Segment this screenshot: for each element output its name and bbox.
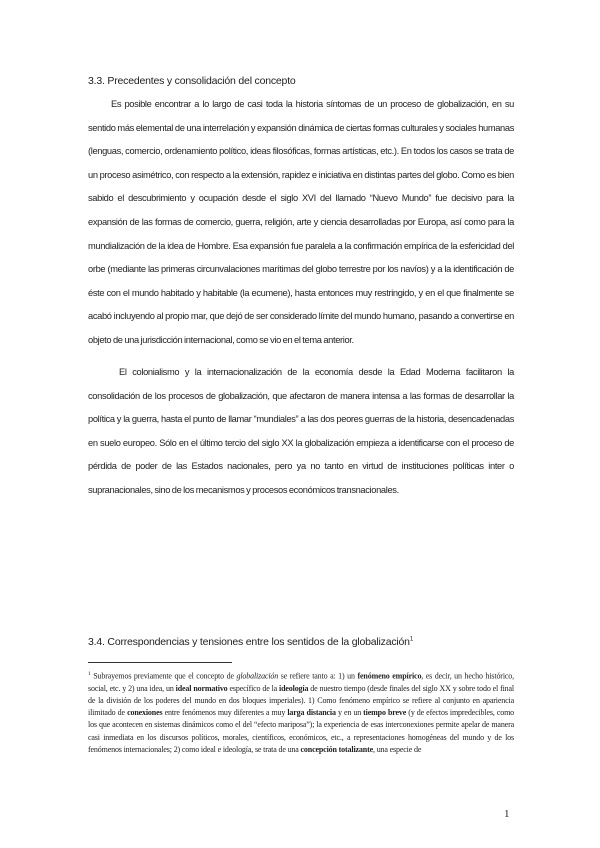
paragraph-2: El colonialismo y la internacionalización de la economía desde la Edad Moderna facilitaron la consolidación de los procesos de globalización, que afectaron de manera intensa a las formas de desarrollar la política y la guerra, hasta el punto de llamar “mundiales” a las dos peores guerras de la historia, desencadenadas en suelo europeo. Sólo en el último tercio del siglo XX la globalización empieza a identificarse con el proceso de pérdida de poder de las Estados nacionales, pero ya no tanto en virtud de instituciones políticas inter o supranacionales, sino de los mecanismos y procesos económicos transnacionales. [88, 367, 514, 495]
footnote-reference[interactable]: 1 [409, 636, 413, 643]
footnote-bold: fenómeno empírico [357, 671, 422, 681]
footnote-text: , una especie de [373, 744, 422, 754]
footnote-bold: ideal normativo [175, 683, 228, 693]
footnote-bold: larga distancia [287, 708, 336, 718]
section-heading-3-3: 3.3. Precedentes y consolidación del concepto [88, 75, 296, 87]
footnote-bold: concepción totalizante [300, 744, 373, 754]
paragraph-1: Es posible encontrar a lo largo de casi toda la historia síntomas de un proceso de globalización, en su sentido más elemental de una interrelación y expansión dinámica de ciertas formas culturales y sociales humanas (lenguas, comercio, ordenamiento político, ideas filosóficas, formas artísticas, etc.). En todos los casos se trata de un proceso asimétrico, con respecto a la extensión, rapidez e iniciativa en distintas partes del globo. Como es bien sabido el descubrimiento y ocupación desde el siglo XVI del llamado “Nuevo Mundo” fue decisivo para la expansión de las formas de comercio, guerra, religión, arte y ciencia desarrolladas por Europa, así como para la mundialización de la idea de Hombre. Esa expansión fue paralela a la confirmación empírica de la esfericidad del orbe (mediante las primeras circunvalaciones marítimas del globo terrestre por los navíos) y a la identificación de éste con el mundo habitado y habitable (la ecumene), hasta entonces muy restringido, y en el que finalmente se acabó incluyendo al propio mar, que dejó de ser considerado límite del mundo humano, pasando a convertirse en objeto de una jurisdicción internacional, como se vio en el tema anterior. [88, 99, 514, 345]
footnote-bold: ideología [279, 683, 309, 693]
footnote-text: , es decir, un hecho histórico, social, etc. y 2) una idea, un [88, 671, 514, 693]
footnote-text: Subrayemos previamente que el concepto de [93, 671, 237, 681]
footnote-text: entre fenómenos muy diferentes a muy [162, 708, 288, 718]
footnote-text: específico de la [227, 683, 280, 693]
footnote-text: de nuestro tiempo (desde finales del siglo XX y sobre todo el final de la división de los poderes del mundo en dos bloques imperiales). 1) Como fenómeno empírico se refiere al conjunto en apariencia ilimitado de [88, 683, 514, 718]
footnote-separator [88, 662, 232, 663]
footnote-1 [88, 668, 514, 756]
footnote-bold: tiempo breve [363, 708, 407, 718]
section-heading-3-4-text: 3.4. Correspondencias y tensiones entre los sentidos de la globalización [88, 636, 410, 648]
footnote-bold: conexiones [127, 708, 163, 718]
footnote-text: se refiere tanto a: 1) un [278, 671, 358, 681]
section-heading-3-4 [88, 636, 413, 648]
footnote-text: y en un [335, 708, 364, 718]
footnote-italic: globalización [236, 671, 279, 681]
footnote-marker: 1 [88, 671, 91, 677]
page-number: 1 [504, 808, 510, 820]
footnote-text: (y de efectos impredecibles, como los que acontecen en sistemas dinámicos como el del “efecto mariposa”); la experiencia de esas interconexiones permite apelar de manera casi inmediata en los discursos políticos, morales, científicos, económicos, etc., a representaciones homogéneas del mundo y de los fenómenos internacionales; 2) como ideal e ideología, se trata de una [88, 708, 514, 754]
